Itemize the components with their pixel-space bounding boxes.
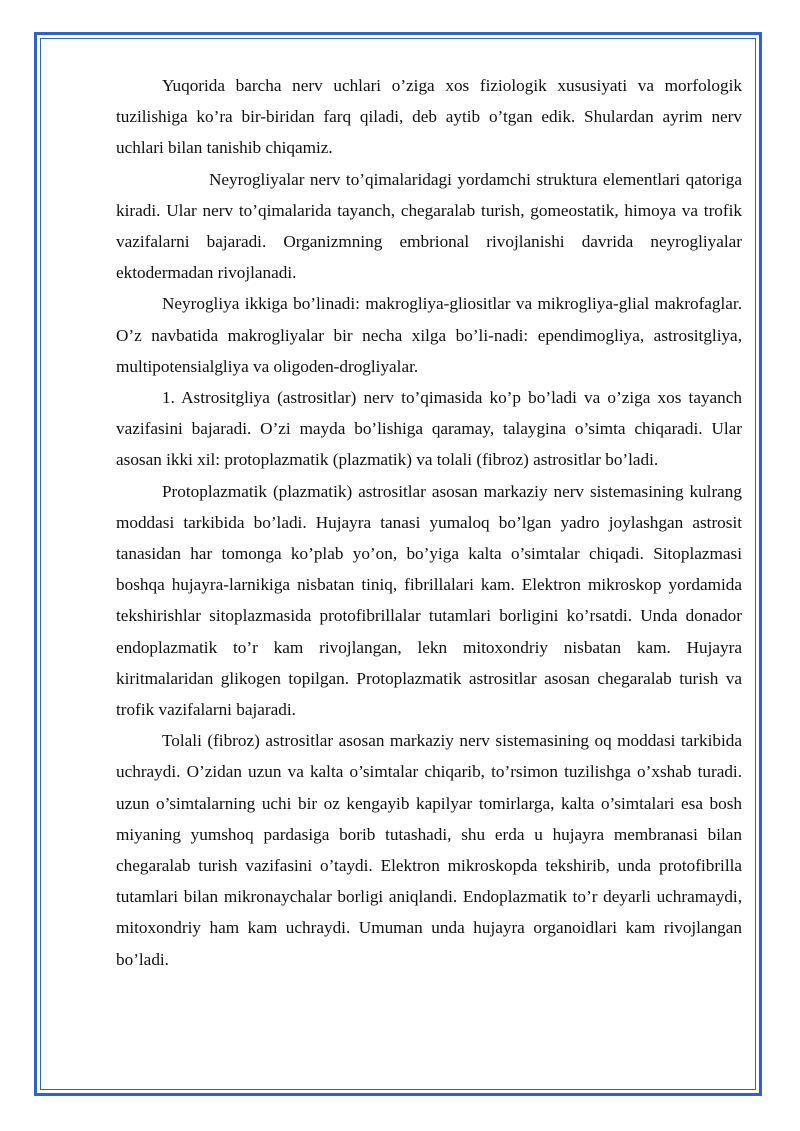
paragraph-neyrogliyalar: Neyrogliyalar nerv to’qimalaridagi yordamchi struktura elementlari qatoriga kiradi. Ular nerv to’qimalarida tayanch, chegaralab turish, gomeostatik, himoya va trofik vazifalarni bajaradi. Organizmning embrional rivojlanishi davrida neyrogliyalar ektodermadan rivojlanadi. (116, 169, 742, 283)
paragraph-astrositgliya: 1. Astrositgliya (astrositlar) nerv to’qimasida ko’p bo’ladi va o’ziga xos tayanch vazifasini bajaradi. O’zi mayda bo’lishiga qaramay, talaygina o’simta chiqaradi. Ular asosan ikki xil: protoplazmatik (plazmatik) va tolali (fibroz) astrositlar bo’ladi. (116, 388, 742, 470)
paragraph-tolali: Tolali (fibroz) astrositlar asosan markaziy nerv sistemasining oq moddasi tarkibida uchraydi. O’zidan uzun va kalta o’simtalar chiqarib, to’rsimon tuzilishga o’xshab turadi. uzun o’simtalarning uchi bir oz kengayib kapilyar tomirlarga, kalta o’simtalari esa bosh miyaning yumshoq pardasiga borib tutashadi, shu erda u hujayra membranasi bilan chegaralab turish vazifasini o’taydi. Elektron mikroskopda tekshirib, unda protofibrilla tutamlari bilan mikronaychalar borligi aniqlandi. Endoplazmatik to’r deyarli uchramaydi, mitoxondriy ham kam uchraydi. Umuman unda hujayra organoidlari kam rivojlangan bo’ladi. (116, 731, 742, 969)
paragraph-neyrogliya-classification: Neyrogliya ikkiga bo’linadi: makrogliya-gliositlar va mikrogliya-glial makrofaglar. O’z navbatida makrogliyalar bir necha xilga bo’li-nadi: ependimogliya, astrositgliya, multipotensialgliya va oligoden-drogliyalar. (116, 294, 742, 376)
paragraph-intro: Yuqorida barcha nerv uchlari o’ziga xos fiziologik xususiyati va morfologik tuzilishiga ko’ra bir-biridan farq qiladi, deb aytib o’tgan edik. Shulardan ayrim nerv uchlari bilan tanishib chiqamiz. (116, 76, 742, 158)
document-body (116, 70, 742, 975)
paragraph-protoplazmatik: Protoplazmatik (plazmatik) astrositlar asosan markaziy nerv sistemasining kulrang moddasi tarkibida bo’ladi. Hujayra tanasi yumaloq bo’lgan yadro joylashgan astrosit tanasidan har tomonga ko’plab yo’on, bo’yiga kalta o’simtalar chiqadi. Sitoplazmasi boshqa hujayra-larnikiga nisbatan tiniq, fibrillalari kam. Elektron mikroskop yordamida tekshirishlar sitoplazmasida protofibrillalar tutamlari borligini ko’rsatdi. Unda donador endoplazmatik to’r kam rivojlangan, lekn mitoxondriy nisbatan kam. Hujayra kiritmalaridan glikogen topilgan. Protoplazmatik astrositlar asosan chegaralab turish va trofik vazifalarni bajaradi. (116, 481, 742, 720)
